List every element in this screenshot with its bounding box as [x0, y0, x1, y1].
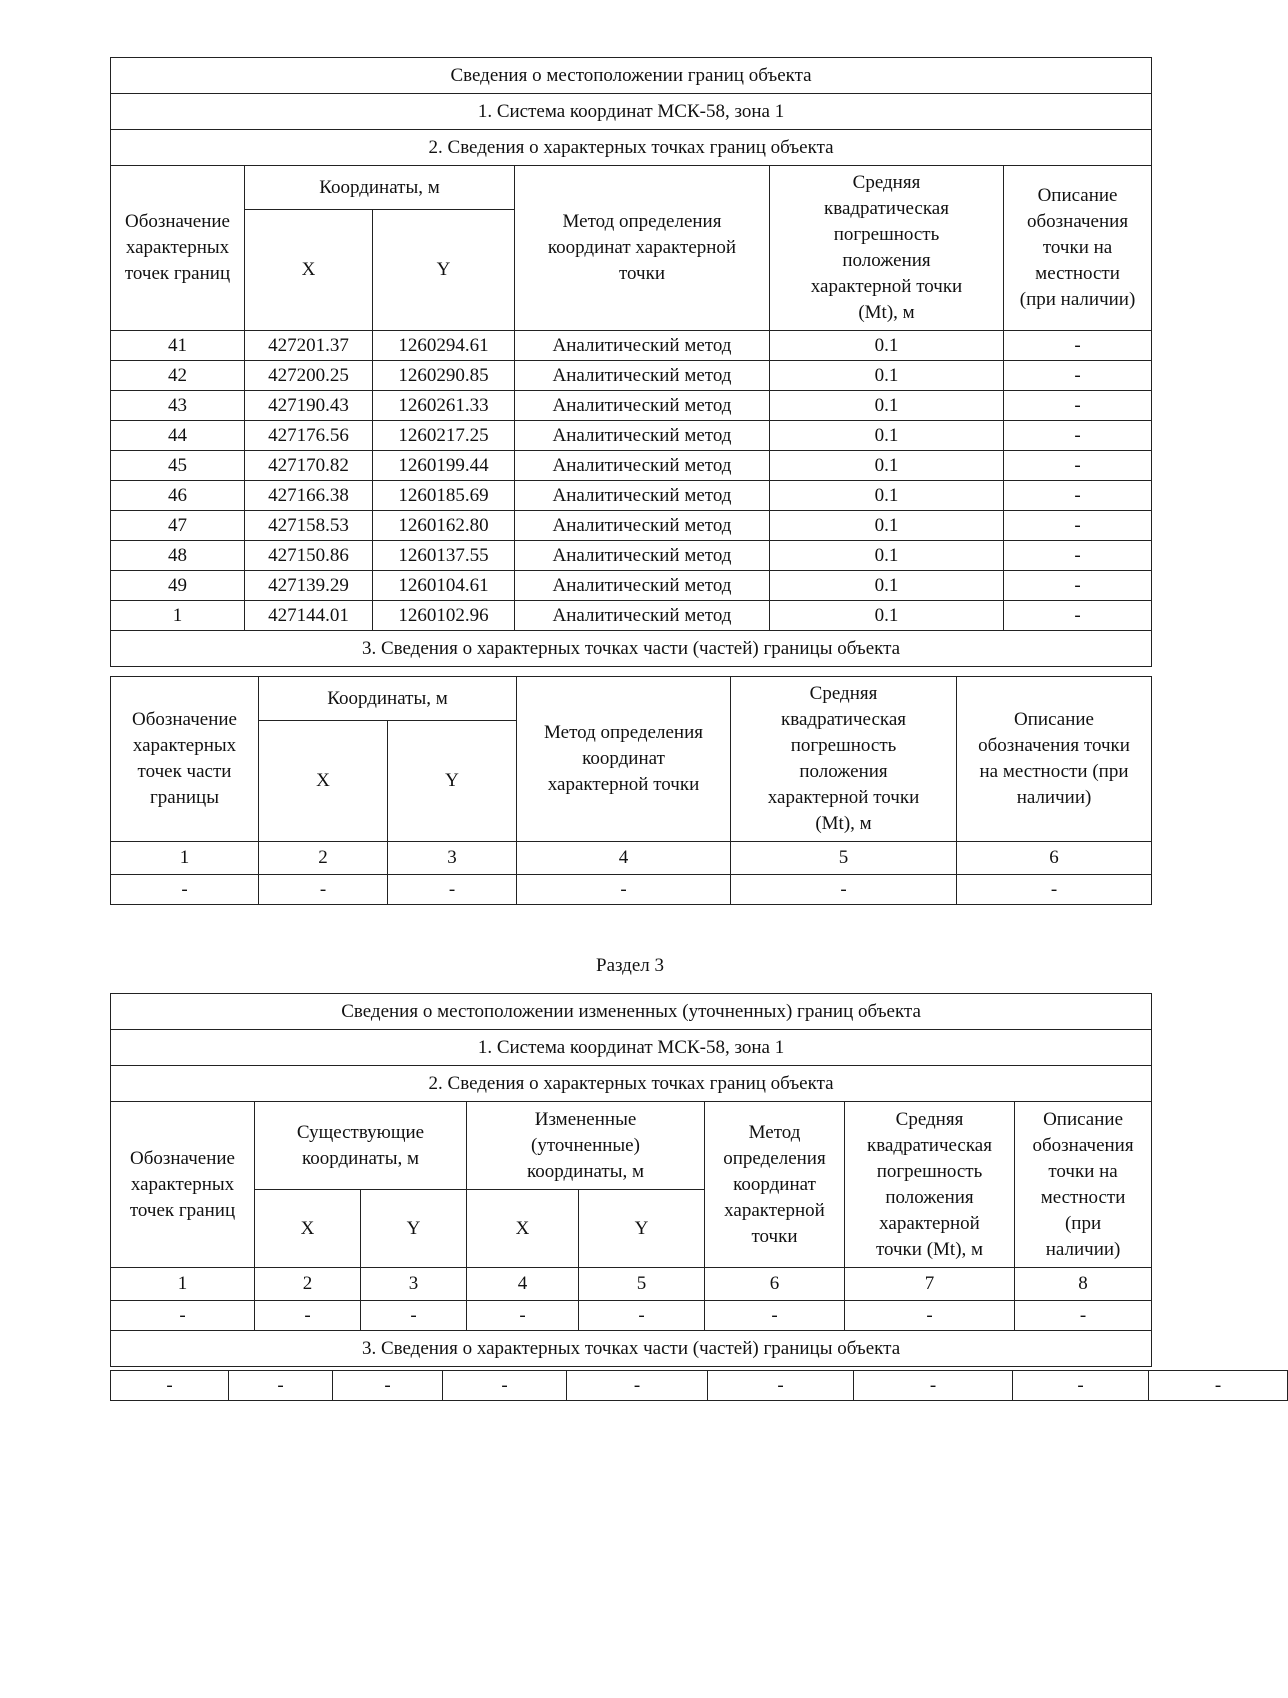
column-number: 5	[579, 1268, 705, 1301]
table-cell: 0.1	[770, 331, 1004, 361]
table-cell: 42	[111, 361, 245, 391]
table-cell: -	[1004, 541, 1152, 571]
table-cell: 0.1	[770, 541, 1004, 571]
points-title: 2. Сведения о характерных точках границ объекта	[111, 130, 1152, 166]
table-cell: 427200.25	[245, 361, 373, 391]
table-cell: Аналитический метод	[515, 481, 770, 511]
table-row	[111, 361, 1152, 391]
table-cell: 427176.56	[245, 421, 373, 451]
empty-cell: -	[1149, 1371, 1288, 1401]
column-number: 3	[388, 842, 517, 875]
s3-parts-empty-row	[111, 1371, 1288, 1401]
empty-cell: -	[333, 1371, 443, 1401]
table-title: Сведения о местоположении границ объекта	[111, 58, 1152, 94]
s3-col-description: Описание обозначения точки на местности (при наличии)	[1015, 1102, 1152, 1268]
col-x: X	[245, 210, 373, 331]
column-number: 1	[111, 1268, 255, 1301]
column-number: 3	[361, 1268, 467, 1301]
empty-cell: -	[579, 1301, 705, 1331]
s3-parts-table	[110, 1370, 1288, 1401]
empty-cell: -	[229, 1371, 333, 1401]
table-row	[111, 571, 1152, 601]
table-cell: 0.1	[770, 481, 1004, 511]
table-cell: Аналитический метод	[515, 361, 770, 391]
empty-cell: -	[708, 1371, 854, 1401]
table-cell: 45	[111, 451, 245, 481]
table-row	[111, 331, 1152, 361]
table-cell: 1260294.61	[373, 331, 515, 361]
table-cell: Аналитический метод	[515, 331, 770, 361]
column-number: 6	[957, 842, 1152, 875]
table-cell: 43	[111, 391, 245, 421]
parts-col-x: X	[259, 721, 388, 842]
table-cell: 1	[111, 601, 245, 631]
s3-coordinate-system: 1. Система координат МСК-58, зона 1	[111, 1030, 1152, 1066]
s3-column-numbers-row	[111, 1268, 1152, 1301]
empty-cell: -	[854, 1371, 1013, 1401]
table-row	[111, 451, 1152, 481]
table-cell: -	[1004, 331, 1152, 361]
table-row	[111, 481, 1152, 511]
table-cell: 1260290.85	[373, 361, 515, 391]
col-y: Y	[373, 210, 515, 331]
table-cell: 1260199.44	[373, 451, 515, 481]
table-row	[111, 541, 1152, 571]
empty-cell: -	[567, 1371, 708, 1401]
empty-cell: -	[517, 875, 731, 905]
table-cell: 427158.53	[245, 511, 373, 541]
s3-col-error: Средняя квадратическая погрешность положения характерной точки (Mt), м	[845, 1102, 1015, 1268]
table-body	[111, 331, 1152, 631]
s3-col-x2: X	[467, 1190, 579, 1268]
table-cell: Аналитический метод	[515, 391, 770, 421]
parts-table	[110, 676, 1152, 905]
table-cell: 0.1	[770, 361, 1004, 391]
s3-col-x1: X	[255, 1190, 361, 1268]
changed-boundary-table	[110, 993, 1152, 1367]
table-cell: 0.1	[770, 391, 1004, 421]
empty-row	[111, 875, 1152, 905]
table-cell: 1260261.33	[373, 391, 515, 421]
table-cell: 46	[111, 481, 245, 511]
s3-col-method: Метод определения координат характерной точки	[705, 1102, 845, 1268]
table-cell: -	[1004, 511, 1152, 541]
s3-parts-title: 3. Сведения о характерных точках части (частей) границы объекта	[111, 1331, 1152, 1367]
boundary-table	[110, 57, 1152, 667]
s3-empty-row	[111, 1301, 1152, 1331]
table-cell: 41	[111, 331, 245, 361]
table-cell: 427144.01	[245, 601, 373, 631]
col-description: Описание обозначения точки на местности (при наличии)	[1004, 166, 1152, 331]
table-cell: -	[1004, 601, 1152, 631]
column-number: 8	[1015, 1268, 1152, 1301]
table-cell: Аналитический метод	[515, 511, 770, 541]
empty-cell: -	[731, 875, 957, 905]
col-coordinates: Координаты, м	[245, 166, 515, 210]
column-number: 2	[259, 842, 388, 875]
table-cell: 1260104.61	[373, 571, 515, 601]
table-cell: -	[1004, 571, 1152, 601]
empty-cell: -	[255, 1301, 361, 1331]
col-designation: Обозначение характерных точек границ	[111, 166, 245, 331]
col-method: Метод определения координат характерной точки	[515, 166, 770, 331]
table-cell: 1260185.69	[373, 481, 515, 511]
table-cell: -	[1004, 481, 1152, 511]
parts-col-method: Метод определения координат характерной точки	[517, 677, 731, 842]
table-cell: 0.1	[770, 451, 1004, 481]
s3-col-existing: Существующие координаты, м	[255, 1102, 467, 1190]
table-cell: 427166.38	[245, 481, 373, 511]
s3-col-y2: Y	[579, 1190, 705, 1268]
s3-col-changed: Измененные (уточненные) координаты, м	[467, 1102, 705, 1190]
empty-cell: -	[1015, 1301, 1152, 1331]
parts-title: 3. Сведения о характерных точках части (частей) границы объекта	[111, 631, 1152, 667]
parts-col-y: Y	[388, 721, 517, 842]
s3-title: Сведения о местоположении измененных (уточненных) границ объекта	[111, 994, 1152, 1030]
column-number: 4	[467, 1268, 579, 1301]
table-cell: -	[1004, 421, 1152, 451]
table-cell: 0.1	[770, 421, 1004, 451]
table-cell: Аналитический метод	[515, 571, 770, 601]
column-number: 4	[517, 842, 731, 875]
empty-cell: -	[1013, 1371, 1149, 1401]
empty-cell: -	[111, 1371, 229, 1401]
empty-cell: -	[443, 1371, 567, 1401]
empty-cell: -	[705, 1301, 845, 1331]
table-cell: Аналитический метод	[515, 451, 770, 481]
table-cell: Аналитический метод	[515, 541, 770, 571]
table-cell: 1260217.25	[373, 421, 515, 451]
table-cell: Аналитический метод	[515, 421, 770, 451]
column-number: 6	[705, 1268, 845, 1301]
table-cell: 1260162.80	[373, 511, 515, 541]
table-row	[111, 601, 1152, 631]
coordinate-system: 1. Система координат МСК-58, зона 1	[111, 94, 1152, 130]
table-cell: 0.1	[770, 571, 1004, 601]
column-numbers-row	[111, 842, 1152, 875]
column-number: 2	[255, 1268, 361, 1301]
table-row	[111, 511, 1152, 541]
table-cell: 427190.43	[245, 391, 373, 421]
empty-cell: -	[467, 1301, 579, 1331]
s3-col-designation: Обозначение характерных точек границ	[111, 1102, 255, 1268]
parts-col-error: Средняя квадратическая погрешность положения характерной точки (Mt), м	[731, 677, 957, 842]
empty-cell: -	[388, 875, 517, 905]
empty-cell: -	[957, 875, 1152, 905]
s3-col-y1: Y	[361, 1190, 467, 1268]
col-error: Средняя квадратическая погрешность положения характерной точки (Mt), м	[770, 166, 1004, 331]
section-heading: Раздел 3	[596, 955, 664, 976]
empty-cell: -	[259, 875, 388, 905]
column-number: 5	[731, 842, 957, 875]
table-cell: 0.1	[770, 511, 1004, 541]
empty-cell: -	[111, 1301, 255, 1331]
table-cell: 1260102.96	[373, 601, 515, 631]
table-cell: 49	[111, 571, 245, 601]
empty-cell: -	[361, 1301, 467, 1331]
table-cell: 1260137.55	[373, 541, 515, 571]
table-cell: 427201.37	[245, 331, 373, 361]
table-cell: 427150.86	[245, 541, 373, 571]
s3-points-title: 2. Сведения о характерных точках границ объекта	[111, 1066, 1152, 1102]
table-row	[111, 421, 1152, 451]
table-cell: -	[1004, 451, 1152, 481]
column-number: 7	[845, 1268, 1015, 1301]
empty-cell: -	[845, 1301, 1015, 1331]
table-cell: Аналитический метод	[515, 601, 770, 631]
parts-col-description: Описание обозначения точки на местности (при наличии)	[957, 677, 1152, 842]
parts-col-coordinates: Координаты, м	[259, 677, 517, 721]
table-cell: 44	[111, 421, 245, 451]
table-cell: -	[1004, 391, 1152, 421]
table-row	[111, 391, 1152, 421]
table-cell: -	[1004, 361, 1152, 391]
table-cell: 427170.82	[245, 451, 373, 481]
table-cell: 0.1	[770, 601, 1004, 631]
column-number: 1	[111, 842, 259, 875]
table-cell: 48	[111, 541, 245, 571]
table-cell: 427139.29	[245, 571, 373, 601]
table-cell: 47	[111, 511, 245, 541]
parts-col-designation: Обозначение характерных точек части границы	[111, 677, 259, 842]
empty-cell: -	[111, 875, 259, 905]
